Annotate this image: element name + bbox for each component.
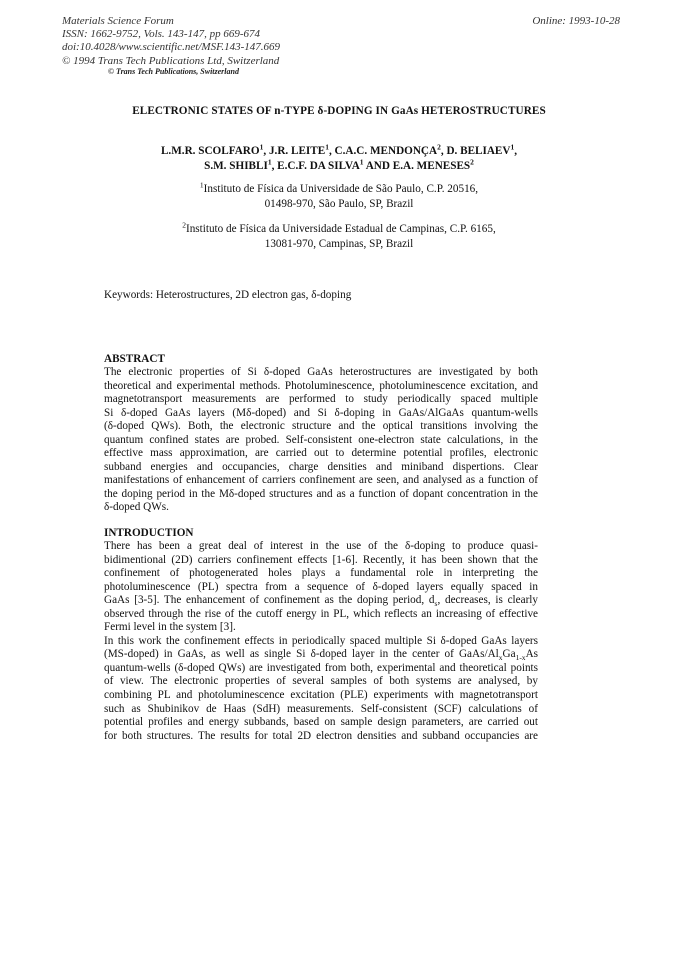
subscript: 1-x [515, 653, 526, 662]
abstract-body [104, 366, 538, 515]
abstract-heading: ABSTRACT [104, 353, 165, 365]
affiliation-line: 13081-970, Campinas, SP, Brazil [264, 238, 414, 250]
author-name: S.M. SHIBLI [204, 160, 268, 172]
subscript: x [498, 653, 503, 662]
affiliation-sup: 1 [199, 180, 204, 190]
affiliation-line: Instituto de Física da Universidade de São Paulo, C.P. 20516, [203, 183, 479, 195]
text-line: theoretical and experimental methods. Photoluminescence, photoluminescence excitation, and [104, 379, 538, 392]
author-name: E.C.F. DA SILVA [277, 160, 360, 172]
text-line: confinement of photogenerated holes plays a fundamental role in interpreting the [104, 567, 538, 580]
author-sup: 1 [325, 142, 329, 152]
author-line-1 [0, 144, 678, 159]
text-line: effective mass approximation, are carried out to determine potential profiles, electronic [104, 447, 538, 460]
author-sep: , [514, 145, 518, 157]
author-sup: 1 [510, 142, 515, 152]
journal-metadata [62, 15, 280, 68]
text-line: observed through the rise of the cutoff energy in PL, which reflects an increasing of effective [104, 607, 538, 620]
text-line: Fermi level in the system [3]. [104, 621, 236, 634]
author-line-2 [0, 159, 678, 174]
text-line: The electronic properties of Si δ-doped GaAs heterostructures are investigated by both [104, 366, 538, 378]
paper-title: ELECTRONIC STATES OF n-TYPE δ-DOPING IN GaAs HETEROSTRUCTURES [132, 105, 546, 117]
copyright-line: © 1994 Trans Tech Publications Ltd, Switzerland [62, 54, 280, 67]
publisher-stamp: © Trans Tech Publications, Switzerland [108, 67, 239, 76]
author-sup: 1 [359, 157, 364, 167]
journal-name: Materials Science Forum [62, 15, 174, 27]
introduction-body [104, 540, 538, 743]
text-line: (MS-doped) in GaAs, as well as single Si δ-doped layer in the center of GaAs/$Al_xGa_{1-x}As$ [104, 648, 538, 662]
affiliation-line: Instituto de Física da Universidade Estadual de Campinas, C.P. 6165, [185, 223, 496, 235]
text-line: of view. The electronic properties of several samples of both systems are analysed, by [104, 675, 538, 688]
author-name: E.A. MENESES [392, 160, 471, 172]
author-sup: 2 [437, 142, 441, 152]
text-line: magnetotransport measurements are performed to study periodically spaced multiple [104, 393, 538, 406]
text-line: subband energies and occupancies, charge densities and miniband dispertions. Clear [104, 460, 538, 473]
author-name: L.M.R. SCOLFARO [160, 145, 260, 157]
affiliation-2 [0, 222, 678, 252]
author-name: C.A.C. MENDONÇA [334, 145, 438, 157]
affiliation-line: 01498-970, São Paulo, SP, Brazil [264, 198, 414, 210]
author-name: D. BELIAEV [446, 145, 511, 157]
text-line: combining PL and photoluminescence excitation (PLE) experiments with magnetotransport [104, 689, 538, 702]
introduction-heading: INTRODUCTION [104, 527, 194, 539]
author-sep: , [440, 145, 447, 157]
text-line: such as Shubinikov de Haas (SdH) measurements. Self-consistent (SCF) calculations of [104, 702, 538, 715]
text-line: for both structures. The results for total 2D electron densities and subband occupancies are [104, 729, 538, 742]
text-line: manifestations of enhancement of carriers confinement are seen, and analysed as a function of [104, 474, 538, 487]
text-line: There has been a great deal of interest in the use of the δ-doping to produce quasi- [104, 540, 538, 552]
text-line: (δ-doped QWs). Both, the electronic structure and the optical transitions involving the [104, 420, 538, 433]
text-line: quantum-wells (δ-doped QWs) are investigated from both, experimental and theoretical points [104, 661, 538, 674]
text-line: Si δ-doped GaAs layers (Mδ-doped) and Si δ-doping in GaAs/AlGaAs quantum-wells [104, 406, 538, 419]
text-line: bidimentional (2D) carriers confinement effects [1-6]. Recently, it has been shown that the [104, 553, 538, 566]
author-sup: 1 [267, 157, 272, 167]
text-line: the doping period in the Mδ-doped structures and as a function of dopant concentration in the [104, 487, 538, 500]
doi-line: doi:10.4028/www.scientific.net/MSF.143-147.669 [62, 41, 281, 54]
author-sup: 2 [470, 157, 474, 167]
author-sup: 1 [259, 142, 264, 152]
text-line: In this work the confinement effects in periodically spaced multiple Si δ-doped GaAs layers [104, 634, 538, 647]
author-sep: , [271, 160, 278, 172]
text-line: potential profiles and energy subbands, based on sample design parameters, are carried out [104, 716, 538, 729]
author-name: J.R. LEITE [268, 145, 326, 157]
subscript: s [434, 599, 438, 608]
affiliation-sup: 2 [182, 220, 186, 230]
author-sep: AND [363, 160, 393, 172]
author-sep: , [328, 145, 335, 157]
text-line: δ-doped QWs. [104, 501, 169, 514]
keywords: Keywords: Heterostructures, 2D electron gas, δ-doping [104, 289, 352, 301]
text-line: quantum confined states are probed. Self-consistent one-electron state calculations, in the [104, 433, 538, 446]
online-date: Online: 1993-10-28 [532, 15, 620, 27]
issn-line: ISSN: 1662-9752, Vols. 143-147, pp 669-674 [62, 28, 260, 41]
author-list [0, 144, 678, 174]
author-sep: , [263, 145, 269, 157]
affiliation-1 [0, 182, 678, 212]
text-line: photoluminescence (PL) spectra from a sequence of δ-doped layers equally spaced in [104, 580, 538, 593]
text-line: GaAs [3-5]. The enhancement of confinement as the doping period, $d_s$, decreases, is clearly [104, 594, 538, 608]
